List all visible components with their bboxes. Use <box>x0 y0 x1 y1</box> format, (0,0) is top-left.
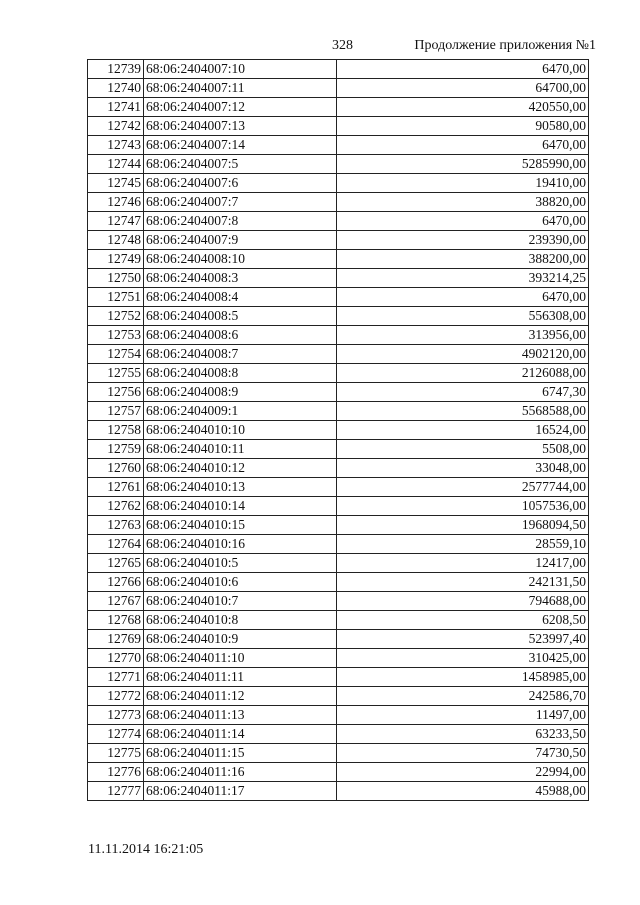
table-body <box>88 60 589 801</box>
cadastral-number: 68:06:2404011:15 <box>144 744 337 763</box>
cadastral-value: 74730,50 <box>337 744 589 763</box>
cadastral-value: 242131,50 <box>337 573 589 592</box>
cadastral-number: 68:06:2404007:11 <box>144 79 337 98</box>
cadastral-value: 1458985,00 <box>337 668 589 687</box>
cadastral-value: 1057536,00 <box>337 497 589 516</box>
cadastral-number: 68:06:2404010:13 <box>144 478 337 497</box>
table-row <box>88 60 589 79</box>
row-number: 12749 <box>88 250 144 269</box>
table-row <box>88 440 589 459</box>
table-row <box>88 592 589 611</box>
cadastral-value: 2577744,00 <box>337 478 589 497</box>
cadastral-value: 6470,00 <box>337 212 589 231</box>
table-row <box>88 345 589 364</box>
row-number: 12777 <box>88 782 144 801</box>
table-row <box>88 459 589 478</box>
cadastral-value: 63233,50 <box>337 725 589 744</box>
table-row <box>88 535 589 554</box>
cadastral-value: 310425,00 <box>337 649 589 668</box>
cadastral-number: 68:06:2404011:12 <box>144 687 337 706</box>
row-number: 12757 <box>88 402 144 421</box>
continuation-title: Продолжение приложения №1 <box>414 38 596 53</box>
cadastral-table <box>87 59 589 801</box>
cadastral-value: 5568588,00 <box>337 402 589 421</box>
cadastral-number: 68:06:2404007:7 <box>144 193 337 212</box>
row-number: 12767 <box>88 592 144 611</box>
cadastral-number: 68:06:2404007:13 <box>144 117 337 136</box>
cadastral-number: 68:06:2404008:9 <box>144 383 337 402</box>
table-row <box>88 478 589 497</box>
cadastral-value: 794688,00 <box>337 592 589 611</box>
cadastral-value: 4902120,00 <box>337 345 589 364</box>
table-row <box>88 326 589 345</box>
cadastral-value: 1968094,50 <box>337 516 589 535</box>
table-row <box>88 383 589 402</box>
cadastral-value: 239390,00 <box>337 231 589 250</box>
row-number: 12742 <box>88 117 144 136</box>
cadastral-number: 68:06:2404010:14 <box>144 497 337 516</box>
cadastral-number: 68:06:2404008:7 <box>144 345 337 364</box>
page-number: 328 <box>332 38 353 53</box>
cadastral-number: 68:06:2404010:8 <box>144 611 337 630</box>
row-number: 12755 <box>88 364 144 383</box>
row-number: 12775 <box>88 744 144 763</box>
cadastral-number: 68:06:2404008:10 <box>144 250 337 269</box>
table-row <box>88 744 589 763</box>
cadastral-number: 68:06:2404007:9 <box>144 231 337 250</box>
cadastral-number: 68:06:2404010:11 <box>144 440 337 459</box>
cadastral-value: 16524,00 <box>337 421 589 440</box>
cadastral-number: 68:06:2404008:3 <box>144 269 337 288</box>
row-number: 12746 <box>88 193 144 212</box>
table-row <box>88 782 589 801</box>
cadastral-number: 68:06:2404007:5 <box>144 155 337 174</box>
row-number: 12766 <box>88 573 144 592</box>
table-row <box>88 630 589 649</box>
row-number: 12747 <box>88 212 144 231</box>
table-row <box>88 516 589 535</box>
table-row <box>88 98 589 117</box>
cadastral-value: 420550,00 <box>337 98 589 117</box>
cadastral-value: 5508,00 <box>337 440 589 459</box>
row-number: 12753 <box>88 326 144 345</box>
row-number: 12770 <box>88 649 144 668</box>
cadastral-value: 90580,00 <box>337 117 589 136</box>
cadastral-value: 6747,30 <box>337 383 589 402</box>
cadastral-number: 68:06:2404008:6 <box>144 326 337 345</box>
table-row <box>88 174 589 193</box>
table-row <box>88 611 589 630</box>
row-number: 12754 <box>88 345 144 364</box>
table-row <box>88 687 589 706</box>
cadastral-value: 45988,00 <box>337 782 589 801</box>
cadastral-number: 68:06:2404011:11 <box>144 668 337 687</box>
cadastral-number: 68:06:2404011:17 <box>144 782 337 801</box>
cadastral-value: 6208,50 <box>337 611 589 630</box>
cadastral-number: 68:06:2404007:10 <box>144 60 337 79</box>
row-number: 12752 <box>88 307 144 326</box>
row-number: 12763 <box>88 516 144 535</box>
table-row <box>88 364 589 383</box>
cadastral-value: 393214,25 <box>337 269 589 288</box>
cadastral-number: 68:06:2404007:6 <box>144 174 337 193</box>
cadastral-value: 11497,00 <box>337 706 589 725</box>
cadastral-value: 6470,00 <box>337 60 589 79</box>
cadastral-value: 19410,00 <box>337 174 589 193</box>
table-row <box>88 649 589 668</box>
cadastral-number: 68:06:2404011:16 <box>144 763 337 782</box>
cadastral-number: 68:06:2404010:12 <box>144 459 337 478</box>
table-row <box>88 668 589 687</box>
row-number: 12760 <box>88 459 144 478</box>
row-number: 12762 <box>88 497 144 516</box>
cadastral-number: 68:06:2404007:8 <box>144 212 337 231</box>
cadastral-number: 68:06:2404011:10 <box>144 649 337 668</box>
row-number: 12756 <box>88 383 144 402</box>
table-row <box>88 269 589 288</box>
table-row <box>88 725 589 744</box>
row-number: 12743 <box>88 136 144 155</box>
row-number: 12748 <box>88 231 144 250</box>
row-number: 12751 <box>88 288 144 307</box>
row-number: 12764 <box>88 535 144 554</box>
row-number: 12740 <box>88 79 144 98</box>
row-number: 12745 <box>88 174 144 193</box>
cadastral-number: 68:06:2404010:15 <box>144 516 337 535</box>
table-row <box>88 155 589 174</box>
cadastral-number: 68:06:2404009:1 <box>144 402 337 421</box>
cadastral-value: 33048,00 <box>337 459 589 478</box>
table-row <box>88 307 589 326</box>
row-number: 12774 <box>88 725 144 744</box>
table-row <box>88 288 589 307</box>
row-number: 12739 <box>88 60 144 79</box>
row-number: 12771 <box>88 668 144 687</box>
table-row <box>88 231 589 250</box>
cadastral-number: 68:06:2404008:5 <box>144 307 337 326</box>
row-number: 12750 <box>88 269 144 288</box>
cadastral-value: 12417,00 <box>337 554 589 573</box>
cadastral-value: 6470,00 <box>337 288 589 307</box>
cadastral-value: 242586,70 <box>337 687 589 706</box>
table-row <box>88 573 589 592</box>
cadastral-value: 38820,00 <box>337 193 589 212</box>
cadastral-number: 68:06:2404011:13 <box>144 706 337 725</box>
row-number: 12776 <box>88 763 144 782</box>
table-row <box>88 193 589 212</box>
cadastral-value: 388200,00 <box>337 250 589 269</box>
cadastral-number: 68:06:2404010:6 <box>144 573 337 592</box>
table-row <box>88 136 589 155</box>
cadastral-number: 68:06:2404011:14 <box>144 725 337 744</box>
row-number: 12759 <box>88 440 144 459</box>
row-number: 12761 <box>88 478 144 497</box>
cadastral-value: 2126088,00 <box>337 364 589 383</box>
table-row <box>88 117 589 136</box>
row-number: 12772 <box>88 687 144 706</box>
cadastral-value: 556308,00 <box>337 307 589 326</box>
cadastral-number: 68:06:2404007:14 <box>144 136 337 155</box>
table-row <box>88 402 589 421</box>
cadastral-number: 68:06:2404010:16 <box>144 535 337 554</box>
row-number: 12741 <box>88 98 144 117</box>
row-number: 12768 <box>88 611 144 630</box>
cadastral-number: 68:06:2404008:8 <box>144 364 337 383</box>
cadastral-value: 28559,10 <box>337 535 589 554</box>
row-number: 12773 <box>88 706 144 725</box>
row-number: 12758 <box>88 421 144 440</box>
cadastral-number: 68:06:2404010:10 <box>144 421 337 440</box>
row-number: 12765 <box>88 554 144 573</box>
cadastral-value: 22994,00 <box>337 763 589 782</box>
table-row <box>88 554 589 573</box>
row-number: 12769 <box>88 630 144 649</box>
cadastral-number: 68:06:2404007:12 <box>144 98 337 117</box>
cadastral-number: 68:06:2404010:5 <box>144 554 337 573</box>
table-row <box>88 497 589 516</box>
table-row <box>88 79 589 98</box>
cadastral-value: 64700,00 <box>337 79 589 98</box>
cadastral-number: 68:06:2404010:9 <box>144 630 337 649</box>
cadastral-value: 313956,00 <box>337 326 589 345</box>
cadastral-number: 68:06:2404008:4 <box>144 288 337 307</box>
cadastral-value: 523997,40 <box>337 630 589 649</box>
table-row <box>88 250 589 269</box>
cadastral-value: 5285990,00 <box>337 155 589 174</box>
table-row <box>88 706 589 725</box>
table-row <box>88 212 589 231</box>
cadastral-value: 6470,00 <box>337 136 589 155</box>
row-number: 12744 <box>88 155 144 174</box>
table-row <box>88 763 589 782</box>
table-row <box>88 421 589 440</box>
footer-timestamp: 11.11.2014 16:21:05 <box>88 842 204 857</box>
cadastral-number: 68:06:2404010:7 <box>144 592 337 611</box>
